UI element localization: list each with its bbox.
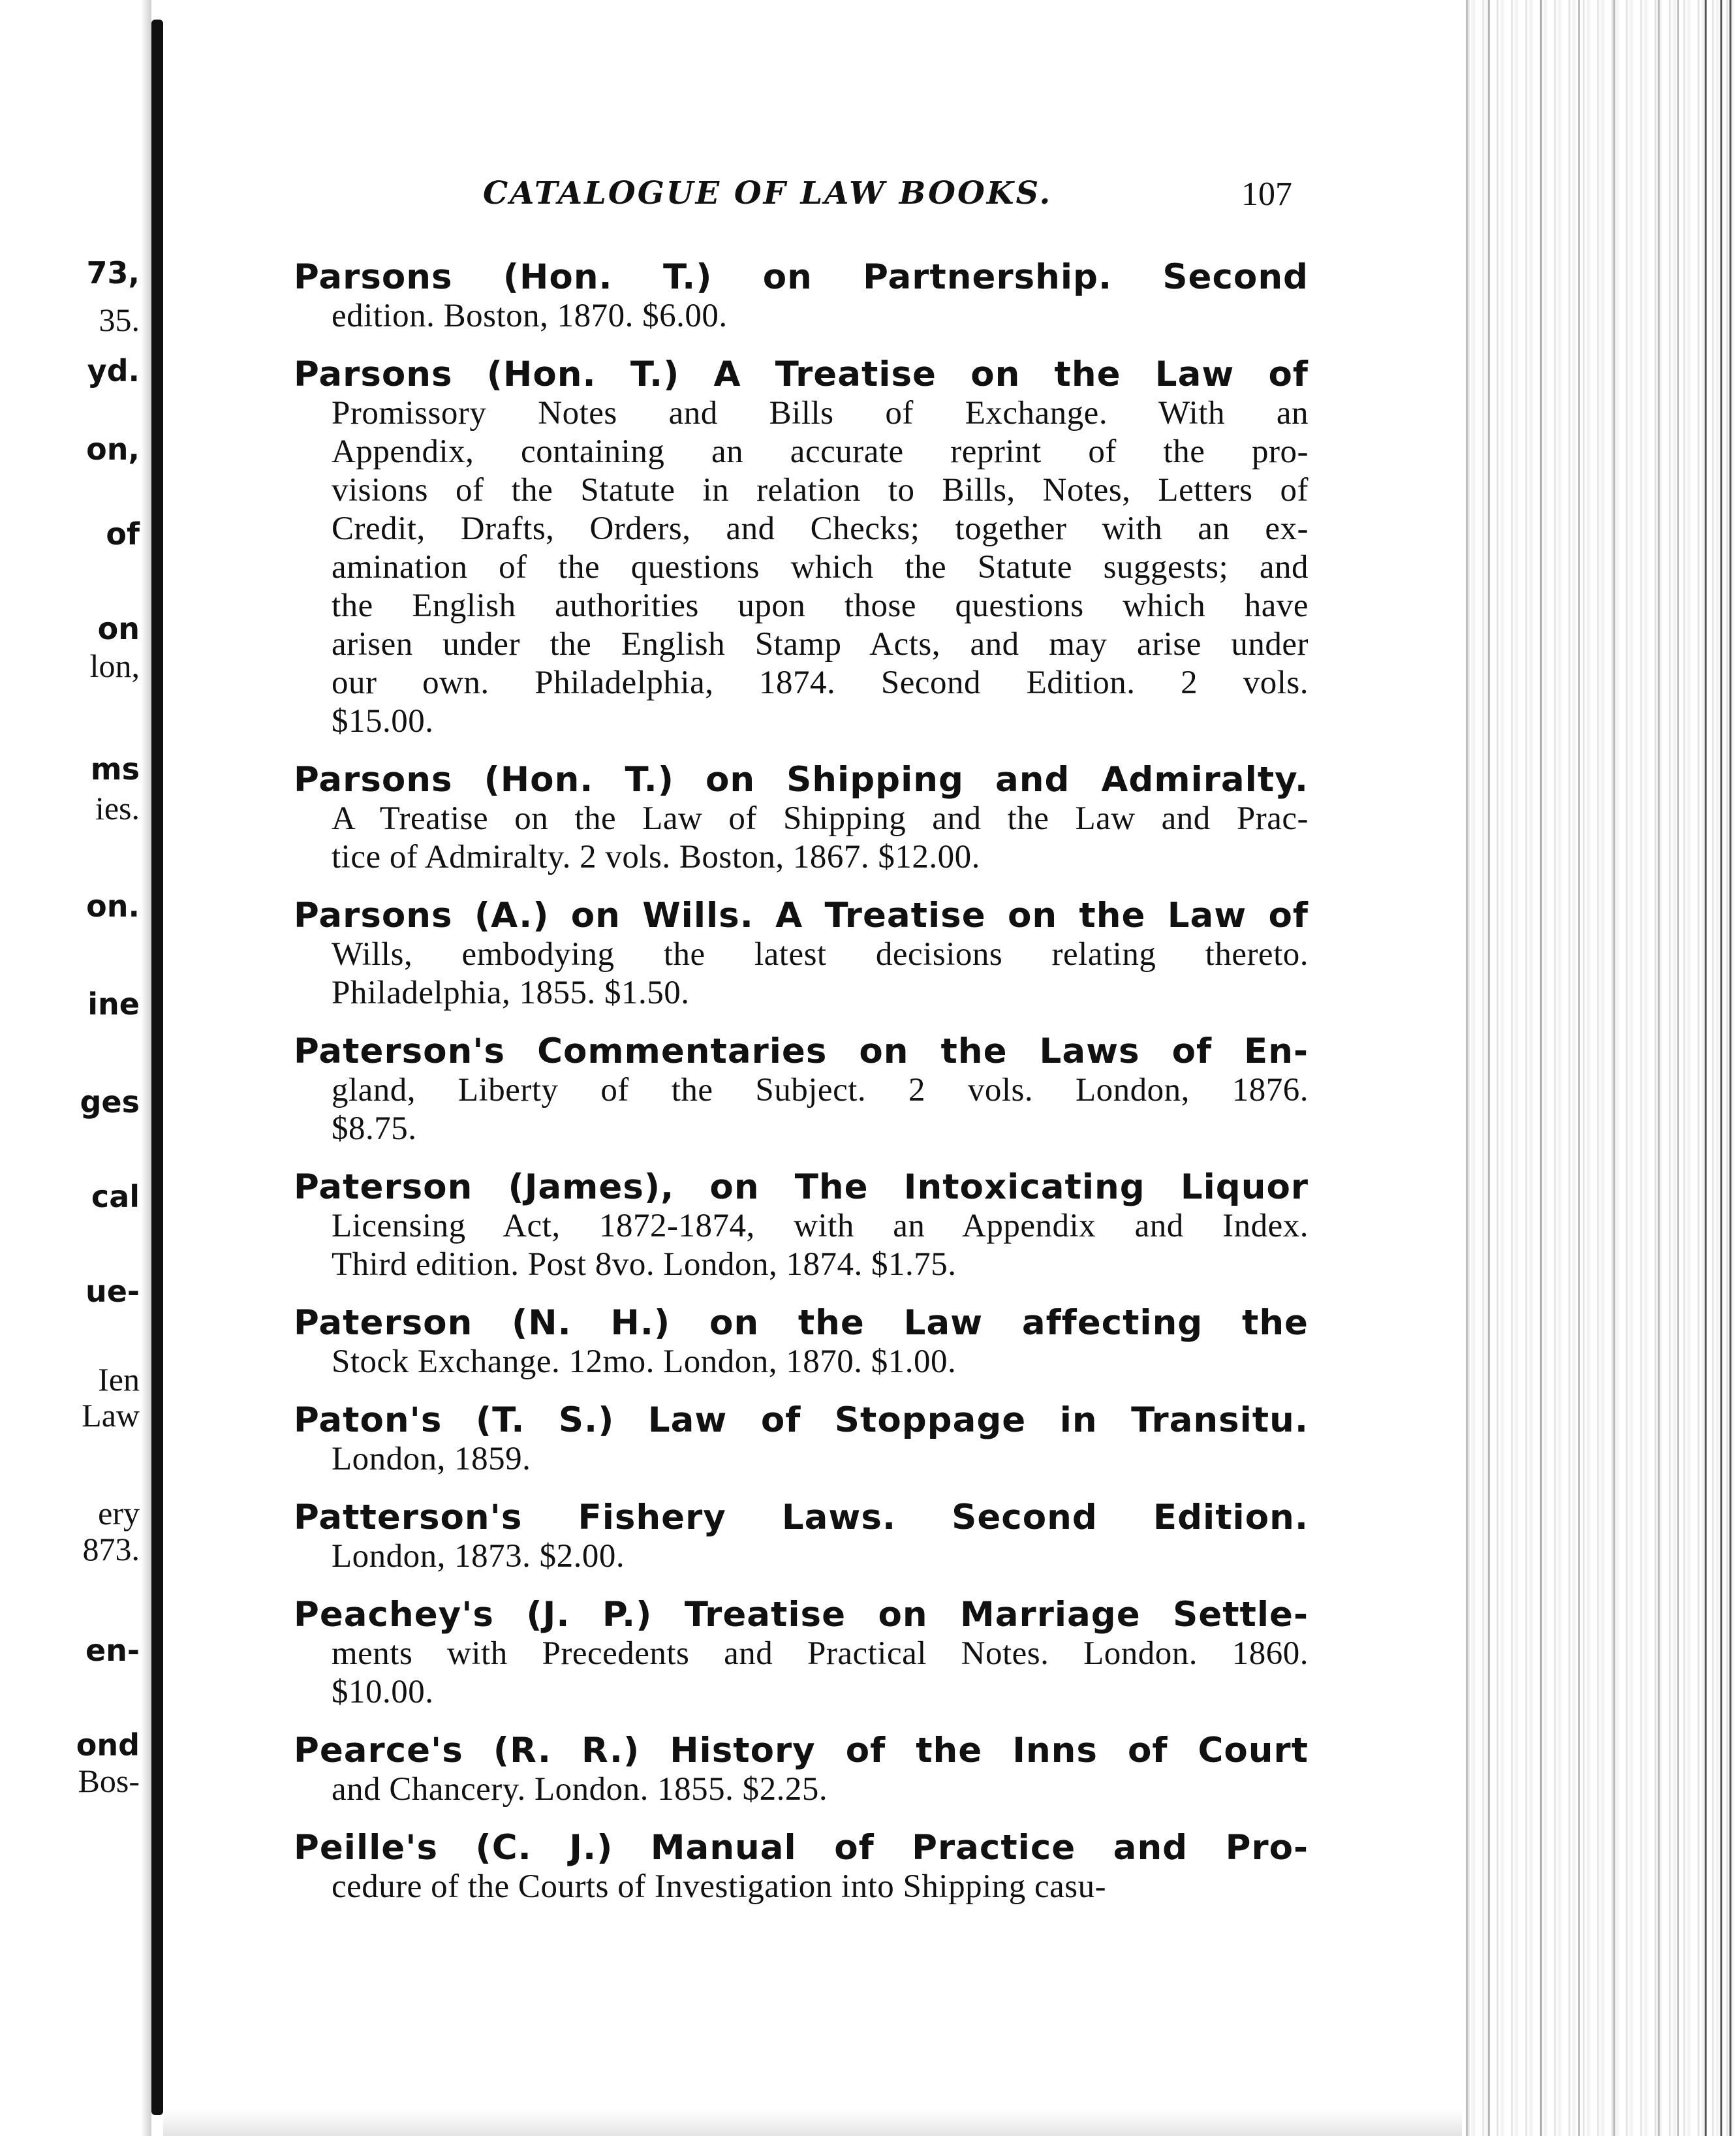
entry-description-line: $10.00. — [332, 1674, 434, 1710]
entry-description-line: visions of the Statute in relation to Bills, Notes, Letters of — [332, 472, 1309, 509]
entry-description-line: gland, Liberty of the Subject. 2 vols. London, 1876. — [332, 1072, 1309, 1108]
left-page-fragment: ery — [98, 1495, 140, 1531]
entry-heading — [294, 1595, 1309, 1635]
left-page-fragment: cal — [91, 1179, 140, 1214]
catalogue-entry — [294, 1032, 1309, 1148]
entry-heading-line: Patterson's Fishery Laws. Second Edition. — [294, 1498, 1309, 1537]
entry-description-line: and Chancery. London. 1855. $2.25. — [332, 1771, 828, 1808]
entry-description-line: A Treatise on the Law of Shipping and the Law and Prac- — [332, 800, 1309, 837]
left-page-fragment: Ien — [98, 1361, 140, 1398]
entry-description — [294, 1207, 1309, 1284]
left-page-fragment: Law — [82, 1397, 140, 1434]
left-page-fragment: 873. — [82, 1531, 140, 1567]
entry-description-line: London, 1873. $2.00. — [332, 1538, 625, 1575]
entry-heading — [294, 355, 1309, 394]
entry-description-line: $15.00. — [332, 703, 434, 740]
entry-description-line: amination of the questions which the Statute suggests; and — [332, 549, 1309, 586]
left-page-fragment: ies. — [95, 790, 140, 826]
entry-heading — [294, 896, 1309, 935]
entry-heading-line: Peille's (C. J.) Manual of Practice and Pro- — [294, 1828, 1309, 1868]
entry-description-line: Wills, embodying the latest decisions relating thereto. — [332, 936, 1309, 973]
entry-description-line: Licensing Act, 1872-1874, with an Appendix and Index. — [332, 1208, 1309, 1244]
entry-description-line: Third edition. Post 8vo. London, 1874. $1.75. — [332, 1246, 957, 1283]
page-bottom-edge — [163, 2110, 1462, 2136]
entry-description-line: $8.75. — [332, 1110, 417, 1147]
entry-heading-line: Paton's (T. S.) Law of Stoppage in Transitu. — [294, 1400, 1309, 1440]
entry-description-line: Credit, Drafts, Orders, and Checks; together with an ex- — [332, 510, 1309, 547]
book-gutter — [151, 20, 163, 2115]
catalogue-entry — [294, 761, 1309, 877]
page-edge-line — [1720, 0, 1722, 2136]
catalogue-entry — [294, 258, 1309, 336]
page-edge-line — [1540, 0, 1542, 2136]
entry-description — [294, 1770, 1309, 1809]
page-title: CATALOGUE OF LAW BOOKS. — [483, 175, 1053, 212]
left-page-fragment: en- — [85, 1633, 140, 1668]
catalogue-entry — [294, 1498, 1309, 1576]
entry-description-line: edition. Boston, 1870. $6.00. — [332, 298, 728, 334]
left-page-fragment: ges — [80, 1084, 140, 1120]
left-page-fragment: 73, — [86, 255, 140, 291]
entry-heading — [294, 258, 1309, 297]
entry-heading — [294, 1731, 1309, 1770]
entry-description — [294, 1071, 1309, 1148]
page-edge-line — [1613, 0, 1615, 2136]
entry-description-line: Philadelphia, 1855. $1.50. — [332, 975, 690, 1011]
page-edge-line — [1677, 0, 1679, 2136]
entry-description-line: the English authorities upon those questions which have — [332, 588, 1309, 624]
catalogue-entry — [294, 1595, 1309, 1712]
page-number: 107 — [1241, 176, 1292, 213]
left-page-fragment: ine — [87, 986, 140, 1022]
catalogue-entry — [294, 1168, 1309, 1284]
left-page-fragment: ond — [76, 1727, 140, 1763]
entry-heading — [294, 1168, 1309, 1207]
entry-heading-line: Parsons (Hon. T.) on Partnership. Second — [294, 257, 1309, 297]
gutter-shadow — [141, 0, 151, 2136]
entry-heading-line: Pearce's (R. R.) History of the Inns of Court — [294, 1731, 1309, 1770]
entry-heading-line: Parsons (Hon. T.) A Treatise on the Law of — [294, 354, 1309, 394]
catalogue-entry — [294, 355, 1309, 741]
entry-description-line: Promissory Notes and Bills of Exchange. With an — [332, 395, 1309, 432]
left-page-edge — [0, 0, 151, 2136]
entry-description-line: cedure of the Courts of Investigation into Shipping casu- — [332, 1868, 1107, 1905]
entry-heading — [294, 1032, 1309, 1071]
entry-description — [294, 394, 1309, 741]
page-stack-edge — [1462, 0, 1736, 2136]
left-page-fragment: on, — [86, 432, 140, 467]
entry-description-line: London, 1859. — [332, 1441, 531, 1477]
left-page-fragment: ue- — [85, 1274, 140, 1309]
catalogue-entry — [294, 1304, 1309, 1381]
entry-description — [294, 1537, 1309, 1576]
page-edge-line — [1729, 0, 1731, 2136]
entry-description-line: tice of Admiralty. 2 vols. Boston, 1867. $12.00. — [332, 839, 980, 875]
entry-heading — [294, 1829, 1309, 1868]
left-page-fragment: on — [97, 611, 140, 646]
left-page-fragment: Bos- — [78, 1763, 140, 1799]
page-edge-line — [1488, 0, 1490, 2136]
catalogue-entry — [294, 896, 1309, 1013]
entry-heading — [294, 1498, 1309, 1537]
entry-heading-line: Parsons (Hon. T.) on Shipping and Admiralty. — [294, 760, 1309, 800]
entry-description-line: Stock Exchange. 12mo. London, 1870. $1.00. — [332, 1343, 957, 1380]
entry-heading-line: Parsons (A.) on Wills. A Treatise on the Law of — [294, 896, 1309, 935]
left-page-fragment: on. — [86, 888, 140, 924]
entry-description — [294, 800, 1309, 877]
entry-description — [294, 1343, 1309, 1381]
entry-description — [294, 297, 1309, 336]
left-page-fragment: ms — [90, 751, 140, 787]
catalogue-entry — [294, 1731, 1309, 1809]
entry-heading-line: Paterson's Commentaries on the Laws of En- — [294, 1031, 1309, 1071]
entry-heading — [294, 1401, 1309, 1440]
catalogue-entry — [294, 1401, 1309, 1479]
left-page-fragment: lon, — [89, 648, 140, 684]
entry-heading — [294, 1304, 1309, 1343]
entry-heading-line: Paterson (James), on The Intoxicating Liquor — [294, 1167, 1309, 1207]
entry-heading-line: Peachey's (J. P.) Treatise on Marriage Settle- — [294, 1595, 1309, 1635]
entry-heading-line: Paterson (N. H.) on the Law affecting the — [294, 1303, 1309, 1343]
entry-description — [294, 1635, 1309, 1712]
entry-description-line: Appendix, containing an accurate reprint of the pro- — [332, 433, 1309, 470]
entry-description — [294, 1868, 1309, 1906]
entry-description-line: our own. Philadelphia, 1874. Second Edition. 2 vols. — [332, 665, 1309, 701]
page-edge-line — [1658, 0, 1660, 2136]
page-edge-line — [1705, 0, 1707, 2136]
entry-heading — [294, 761, 1309, 800]
left-page-fragment: of — [106, 516, 140, 552]
left-page-fragment: yd. — [87, 353, 140, 388]
left-page-fragment: 35. — [99, 302, 140, 338]
running-header — [483, 175, 1292, 221]
entry-description-line: arisen under the English Stamp Acts, and may arise under — [332, 626, 1309, 663]
entry-description-line: ments with Precedents and Practical Notes. London. 1860. — [332, 1635, 1309, 1672]
entry-description — [294, 1440, 1309, 1479]
catalogue-entry — [294, 1829, 1309, 1906]
page-edge-line — [1466, 0, 1468, 2136]
entry-description — [294, 935, 1309, 1013]
page-edge-line — [1578, 0, 1580, 2136]
catalogue-entries — [294, 258, 1309, 1926]
